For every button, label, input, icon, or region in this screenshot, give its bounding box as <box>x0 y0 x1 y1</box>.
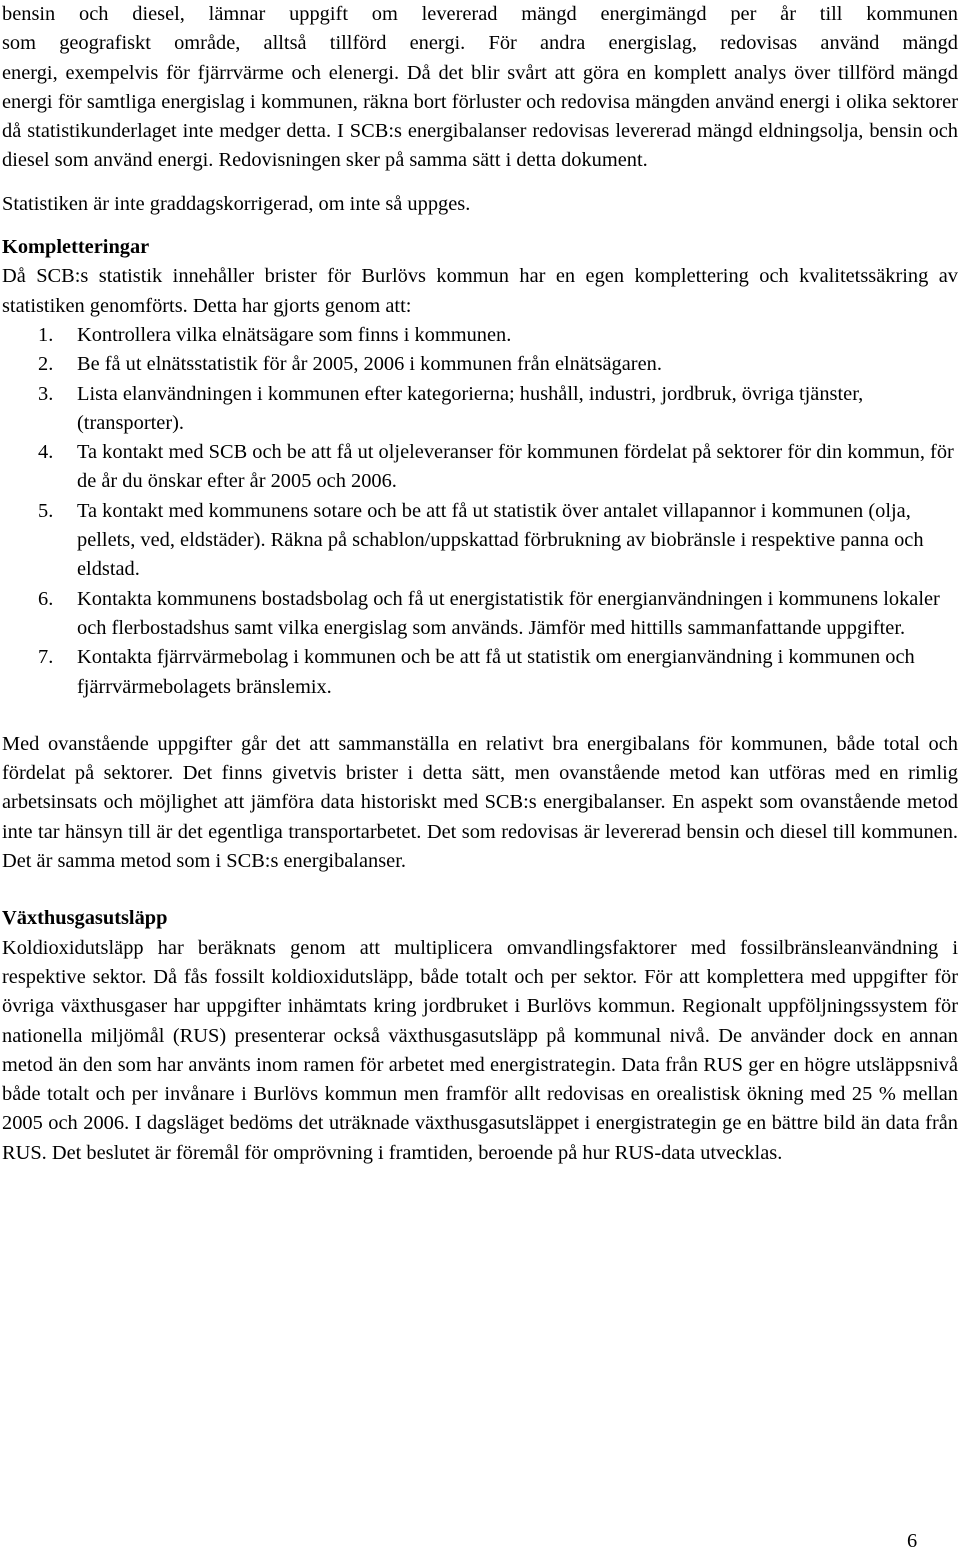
list-item <box>2 350 958 379</box>
page-number: 6 <box>907 1530 918 1552</box>
list-item <box>2 643 958 702</box>
summary-paragraph: Med ovanstående uppgifter går det att sammanställa en relativt bra energibalans för kommunen, både total och fördelat på sektorer. Det finns givetvis brister i detta sätt, men ovanstående metod kan utföras med en rimlig arbetsinsats och möjlighet att jämföra data historiskt med SCB:s energibalanser. En aspekt som ovanstående metod inte tar hänsyn till är det egentliga transportarbetet. Det som redovisas är levererad bensin och diesel till kommunen. Det är samma metod som i SCB:s energibalanser. <box>2 732 958 873</box>
list-item-text: Ta kontakt med SCB och be att få ut oljeleveranser för kommunen fördelat på sektorer för din kommun, för de år du önskar efter år 2005 och 2006. <box>77 441 954 493</box>
list-item-number: 1. <box>38 323 54 346</box>
vaxthusgas-heading: Växthusgasutsläpp <box>2 907 168 930</box>
list-item-text: Kontakta fjärrvärmebolag i kommunen och be att få ut statistik om energianvändning i kommunen och fjärrvärmebolagets bränslemix. <box>77 646 915 698</box>
list-item-text: Kontakta kommunens bostadsbolag och få ut energistatistik för energianvändningen i kommunens lokaler och flerbostadshus samt vilka energislag som används. Jämför med hittills sammanfattande uppgifter. <box>77 587 940 639</box>
intro-line-1: bensin och diesel, lämnar uppgift om levererad mängd energimängd per år till kommunen <box>2 3 958 25</box>
list-item-text: Ta kontakt med kommunens sotare och be att få ut statistik över antalet villapannor i kommunen (olja, pellets, ved, eldstäder). Räkna på schablon/uppskattad förbrukning av biobränsle i respektive panna och eldstad. <box>77 499 924 581</box>
list-item-number: 3. <box>38 382 54 405</box>
vaxthusgas-paragraph: Koldioxidutsläpp har beräknats genom att multiplicera omvandlingsfaktorer med fossilbränsleanvändning i respektive sektor. Då fås fossilt koldioxidutsläpp, både totalt och per sektor. För att komplettera med uppgifter för övriga växthusgaser har uppgifter inhämtats kring jordbruket i Burlövs kommun. Regionalt uppföljningssystem för nationella miljömål (RUS) presenterar också växthusgasutsläpp på kommunal nivå. De använder dock en annan metod än den som har använts inom ramen för arbetet med energistrategin. Data från RUS ger en högre utsläppsnivå både totalt och per invånare i Burlövs kommun men framför allt redovisas en orealistisk ökning med 25 % mellan 2005 och 2006. I dagsläget bedöms det uträknade växthusgasutsläppet i energistrategin ge en bättre bild än data från RUS. Det beslutet är föremål för omprövning i framtiden, beroende på hur RUS-data utvecklas. <box>2 936 958 1164</box>
statistik-note: Statistiken är inte graddagskorrigerad, om inte så uppges. <box>2 192 471 215</box>
kompletteringar-list <box>2 321 958 702</box>
kompletteringar-intro: Då SCB:s statistik innehåller brister för Burlövs kommun har en egen komplettering och kvalitetssäkring av statistiken genomförts. Detta har gjorts genom att: <box>2 265 958 317</box>
list-item-number: 5. <box>38 499 54 522</box>
list-item <box>2 585 958 644</box>
list-item <box>2 321 958 350</box>
list-item-number: 4. <box>38 441 54 464</box>
intro-paragraph: energi, exempelvis för fjärrvärme och elenergi. Då det blir svårt att göra en komplett analys över tillförd mängd energi för samtliga energislag i kommunen, räkna bort förluster och redovisa mängden använd energi i olika sektorer då statistikunderlaget inte medger detta. I SCB:s energibalanser redovisas levererad mängd eldningsolja, bensin och diesel som använd energi. Redovisningen sker på samma sätt i detta dokument. <box>2 61 958 172</box>
list-item <box>2 380 958 439</box>
list-item-text: Lista elanvändningen i kommunen efter kategorierna; hushåll, industri, jordbruk, övriga tjänster, (transporter). <box>77 382 864 434</box>
list-item <box>2 497 958 585</box>
list-item-text: Kontrollera vilka elnätsägare som finns i kommunen. <box>77 323 512 346</box>
list-item-number: 6. <box>38 587 54 610</box>
intro-line-2: som geografiskt område, alltså tillförd energi. För andra energislag, redovisas använd mängd <box>2 32 958 55</box>
list-item-number: 2. <box>38 353 54 376</box>
kompletteringar-heading: Kompletteringar <box>2 236 150 259</box>
list-item-number: 7. <box>38 646 54 669</box>
list-item-text: Be få ut elnätsstatistik för år 2005, 2006 i kommunen från elnätsägaren. <box>77 353 662 376</box>
list-item <box>2 438 958 497</box>
document-page <box>2 0 958 1168</box>
